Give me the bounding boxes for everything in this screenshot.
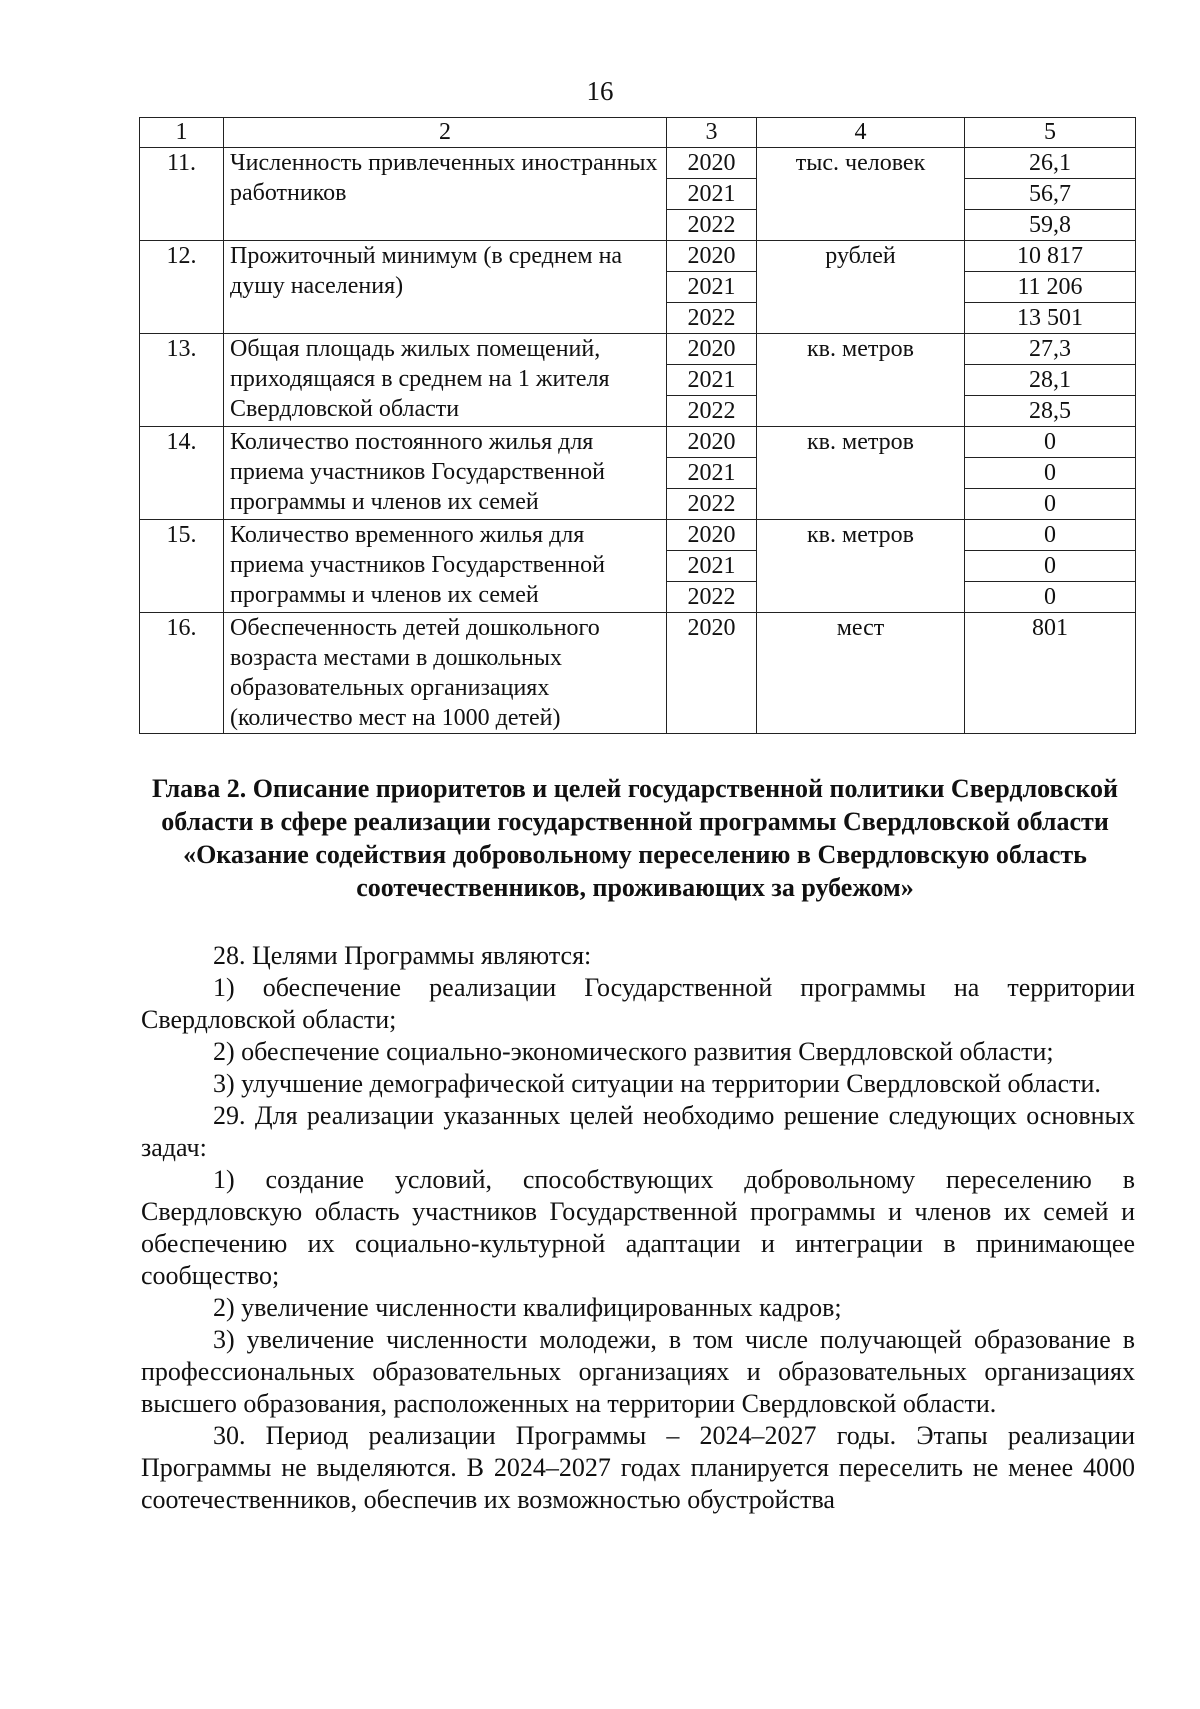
paragraph: 3) улучшение демографической ситуации на территории Свердловской области. xyxy=(213,1069,1101,1098)
value-cell: 56,7 xyxy=(965,179,1136,210)
table-row xyxy=(140,427,1136,458)
table-row xyxy=(140,148,1136,179)
header-cell: 4 xyxy=(757,118,965,148)
header-cell: 2 xyxy=(224,118,667,148)
paragraph: 2) обеспечение социально-экономического развития Свердловской области; xyxy=(213,1037,1054,1066)
value-cell: 10 817 xyxy=(965,241,1136,272)
row-number: 12. xyxy=(140,241,224,334)
row-number: 13. xyxy=(140,334,224,427)
indicator-name: Численность привлеченных иностранных работников xyxy=(224,148,667,241)
value-cell: 0 xyxy=(965,551,1136,582)
body-text xyxy=(141,940,1135,1516)
year-cell: 2021 xyxy=(667,272,757,303)
year-cell: 2021 xyxy=(667,179,757,210)
year-cell: 2020 xyxy=(667,520,757,551)
value-cell: 0 xyxy=(965,458,1136,489)
row-number: 16. xyxy=(140,613,224,734)
value-cell: 13 501 xyxy=(965,303,1136,334)
indicators-table xyxy=(139,117,1136,734)
indicator-name: Количество постоянного жилья для приема участников Государственной программы и членов их семей xyxy=(224,427,667,520)
value-cell: 28,1 xyxy=(965,365,1136,396)
year-cell: 2020 xyxy=(667,148,757,179)
unit-cell: кв. метров xyxy=(757,334,965,427)
paragraph: 2) увеличение численности квалифицированных кадров; xyxy=(213,1293,842,1322)
value-cell: 0 xyxy=(965,520,1136,551)
unit-cell: тыс. человек xyxy=(757,148,965,241)
unit-cell: кв. метров xyxy=(757,427,965,520)
year-cell: 2021 xyxy=(667,551,757,582)
value-cell: 28,5 xyxy=(965,396,1136,427)
row-number: 15. xyxy=(140,520,224,613)
value-cell: 801 xyxy=(965,613,1136,734)
year-cell: 2022 xyxy=(667,210,757,241)
paragraph: 30. Период реализации Программы – 2024–2027 годы. Этапы реализации Программы не выделяются. В 2024–2027 годах планируется переселить не менее 4000 соотечественников, обеспечив их возможностью обустройства xyxy=(141,1421,1135,1514)
row-number: 14. xyxy=(140,427,224,520)
table-header-row xyxy=(140,118,1136,148)
year-cell: 2022 xyxy=(667,396,757,427)
unit-cell: кв. метров xyxy=(757,520,965,613)
year-cell: 2022 xyxy=(667,582,757,613)
year-cell: 2020 xyxy=(667,427,757,458)
year-cell: 2021 xyxy=(667,365,757,396)
indicator-name: Обеспеченность детей дошкольного возраста местами в дошкольных образовательных организациях (количество мест на 1000 детей) xyxy=(224,613,667,734)
value-cell: 27,3 xyxy=(965,334,1136,365)
table-row xyxy=(140,241,1136,272)
year-cell: 2021 xyxy=(667,458,757,489)
value-cell: 26,1 xyxy=(965,148,1136,179)
indicator-name: Прожиточный минимум (в среднем на душу населения) xyxy=(224,241,667,334)
value-cell: 11 206 xyxy=(965,272,1136,303)
value-cell: 0 xyxy=(965,427,1136,458)
row-number: 11. xyxy=(140,148,224,241)
value-cell: 0 xyxy=(965,489,1136,520)
value-cell: 59,8 xyxy=(965,210,1136,241)
paragraph: 1) создание условий, способствующих добровольному переселению в Свердловскую область участников Государственной программы и членов их семей и обеспечению их социально-культурной адаптации и интеграции в принимающее сообщество; xyxy=(141,1165,1135,1290)
year-cell: 2022 xyxy=(667,303,757,334)
unit-cell: рублей xyxy=(757,241,965,334)
paragraph: 28. Целями Программы являются: xyxy=(213,941,592,970)
paragraph: 29. Для реализации указанных целей необходимо решение следующих основных задач: xyxy=(141,1101,1135,1162)
header-cell: 5 xyxy=(965,118,1136,148)
year-cell: 2020 xyxy=(667,241,757,272)
year-cell: 2020 xyxy=(667,334,757,365)
year-cell: 2020 xyxy=(667,613,757,734)
value-cell: 0 xyxy=(965,582,1136,613)
table-row xyxy=(140,520,1136,551)
chapter-title: Глава 2. Описание приоритетов и целей государственной политики Свердловской области в сфере реализации государственной программы Свердловской области «Оказание содействия добровольному переселению в Свердловскую область соотечественников, проживающих за рубежом» xyxy=(151,774,1119,902)
indicator-name: Количество временного жилья для приема участников Государственной программы и членов их семей xyxy=(224,520,667,613)
page-number: 16 xyxy=(586,76,614,106)
header-cell: 3 xyxy=(667,118,757,148)
indicator-name: Общая площадь жилых помещений, приходящаяся в среднем на 1 жителя Свердловской области xyxy=(224,334,667,427)
paragraph: 3) увеличение численности молодежи, в том числе получающей образование в профессиональных образовательных организациях и образовательных организациях высшего образования, расположенных на территории Свердловской области. xyxy=(141,1325,1135,1418)
unit-cell: мест xyxy=(757,613,965,734)
table-row xyxy=(140,334,1136,365)
year-cell: 2022 xyxy=(667,489,757,520)
paragraph: 1) обеспечение реализации Государственной программы на территории Свердловской области; xyxy=(141,973,1135,1034)
table-row xyxy=(140,613,1136,734)
header-cell: 1 xyxy=(140,118,224,148)
